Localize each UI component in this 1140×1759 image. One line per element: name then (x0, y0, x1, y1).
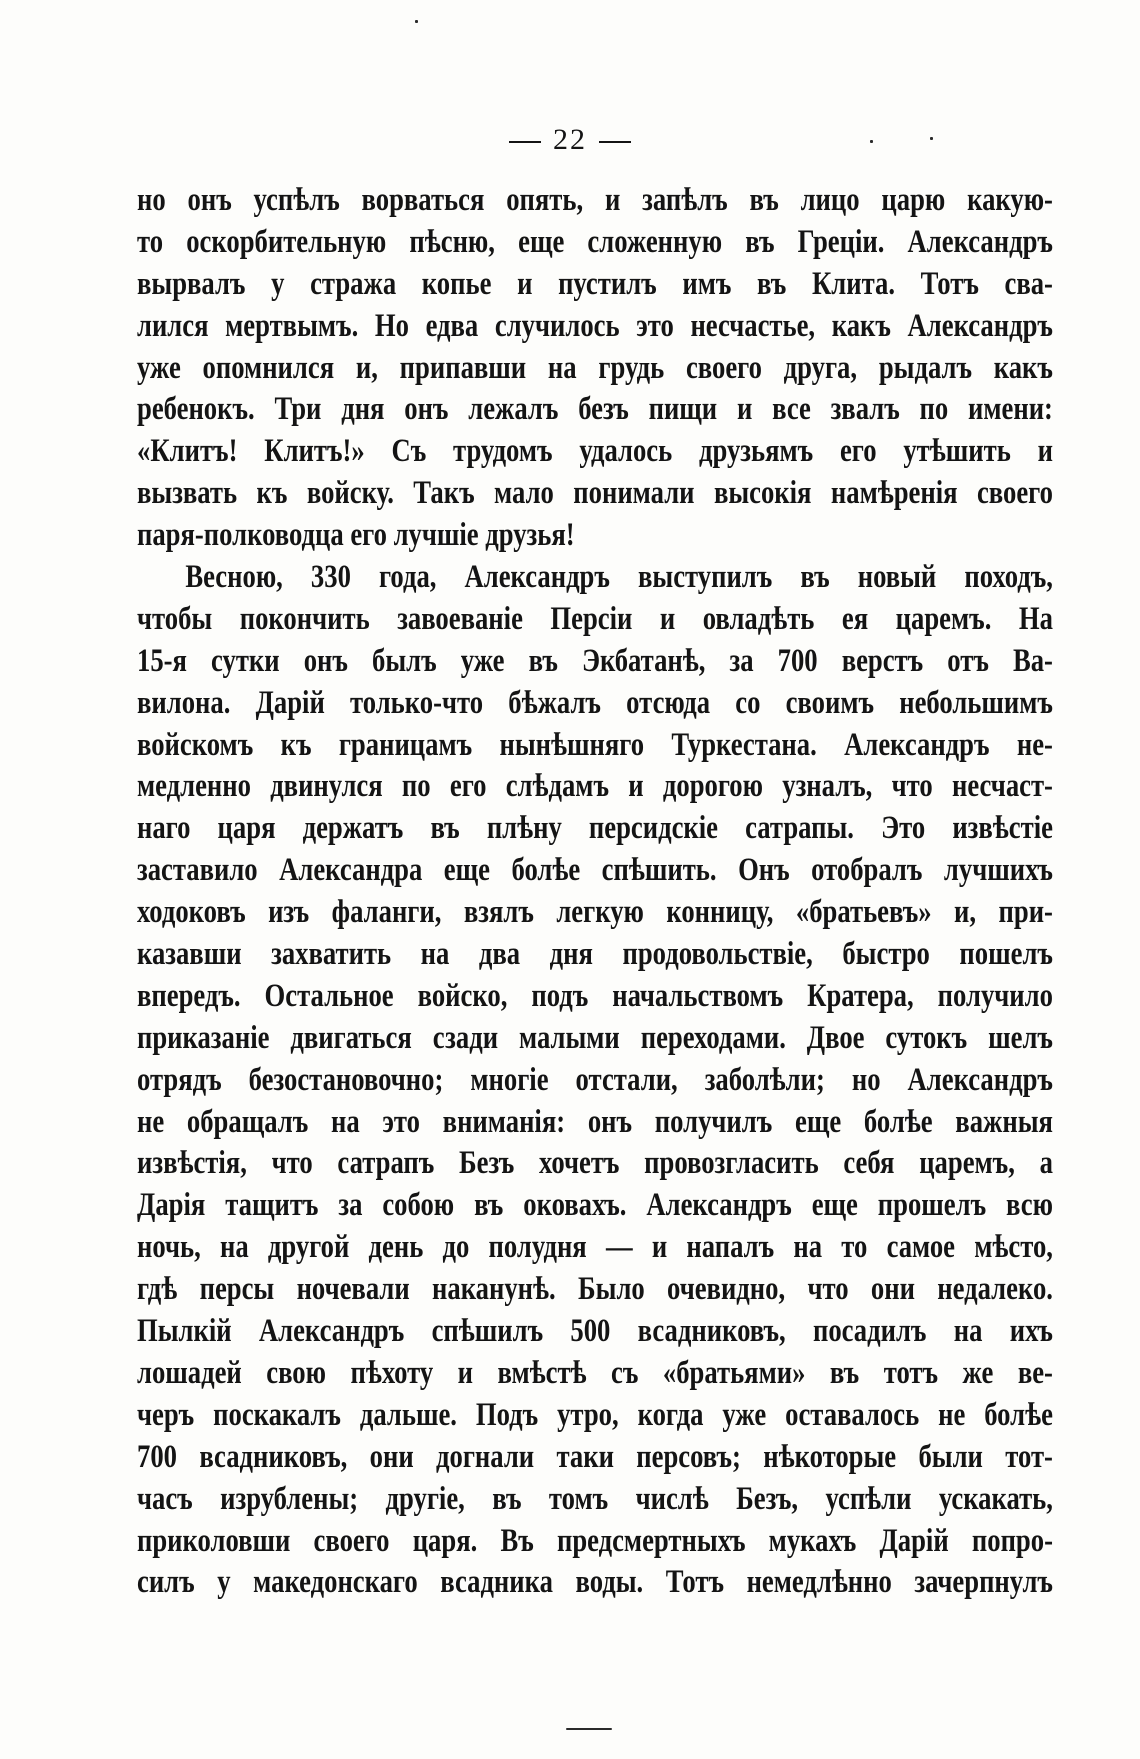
text-line: Пылкій Александръ спѣшилъ 500 всадниковъ, посадилъ на ихъ (137, 1313, 1053, 1350)
text-line: ходоковъ изъ фаланги, взялъ легкую конницу, «братьевъ» и, при- (137, 894, 1053, 931)
text-line: черъ поскакалъ дальше. Подъ утро, когда уже оставалось не болѣе (137, 1396, 1053, 1433)
text-line: вызвать къ войску. Такъ мало понимали высокія намѣренія своего (137, 475, 1053, 512)
page-number-dash-left (509, 141, 541, 143)
text-line: ребенокъ. Три дня онъ лежалъ безъ пищи и все звалъ по имени: (137, 391, 1053, 428)
text-line: Дарія тащитъ за собою въ оковахъ. Александръ еще прошелъ всю (137, 1187, 1053, 1224)
text-line: 700 всадниковъ, они догнали таки персовъ; нѣкоторые были тот- (137, 1438, 1053, 1475)
text-line: то оскорбительную пѣсню, еще сложенную въ Греціи. Александръ (137, 223, 1053, 260)
text-line: не обращалъ на это вниманія: онъ получилъ еще болѣе важныя (137, 1103, 1053, 1140)
page-number-dash-right (599, 141, 631, 143)
text-line: заставило Александра еще болѣе спѣшить. Онъ отобралъ лучшихъ (137, 852, 1053, 889)
text-line: отрядъ безостановочно; многіе отстали, заболѣли; но Александръ (137, 1061, 1053, 1098)
text-line: извѣстія, что сатрапъ Безъ хочетъ провозгласить себя царемъ, а (137, 1145, 1053, 1182)
text-line: гдѣ персы ночевали наканунѣ. Было очевидно, что они недалеко. (137, 1271, 1053, 1308)
body-text (137, 180, 1053, 1604)
text-line: впередъ. Остальное войско, подъ начальствомъ Кратера, получило (137, 977, 1053, 1014)
text-line: приказаніе двигаться сзади малыми переходами. Двое сутокъ шелъ (137, 1019, 1053, 1056)
text-line: наго царя держатъ въ плѣну персидскіе сатрапы. Это извѣстіе (137, 810, 1053, 847)
text-line: лился мертвымъ. Но едва случилось это несчастье, какъ Александръ (137, 307, 1053, 344)
text-line: вырвалъ у стража копье и пустилъ имъ въ Клита. Тотъ сва- (137, 265, 1053, 302)
text-line: приколовши своего царя. Въ предсмертныхъ мукахъ Дарій попро- (137, 1522, 1053, 1559)
text-line: казавши захватить на два дня продовольствіе, быстро пошелъ (137, 936, 1053, 973)
text-line: паря-полководца его лучшіе друзья! (137, 517, 575, 554)
text-line: часъ изрублены; другіе, въ томъ числѣ Безъ, успѣли ускакать, (137, 1480, 1053, 1517)
text-line: лошадей свою пѣхоту и вмѣстѣ съ «братьями» въ тотъ же ве- (137, 1354, 1053, 1391)
text-line: уже опомнился и, припавши на грудь своего друга, рыдалъ какъ (137, 349, 1053, 386)
text-line: «Клитъ! Клитъ!» Съ трудомъ удалось друзьямъ его утѣшить и (137, 433, 1053, 470)
text-line: ночь, на другой день до полудня — и напалъ на то самое мѣсто, (137, 1229, 1053, 1266)
paragraph-first-line: Весною, 330 года, Александръ выступилъ въ новый походъ, (185, 559, 1053, 596)
text-line: силъ у македонскаго всадника воды. Тотъ немедлѣнно зачерпнулъ (137, 1564, 1053, 1601)
text-line: но онъ успѣлъ ворваться опять, и запѣлъ въ лицо царю какую- (137, 182, 1053, 218)
text-line: войскомъ къ границамъ нынѣшняго Туркестана. Александръ не- (137, 726, 1053, 763)
scan-mark-bottom (566, 1728, 612, 1730)
text-line: медленно двинулся по его слѣдамъ и дорогою узналъ, что несчаст- (137, 768, 1053, 805)
text-line: 15-я сутки онъ былъ уже въ Экбатанѣ, за 700 верстъ отъ Ва- (137, 642, 1053, 679)
page-number (0, 120, 1140, 160)
scan-speck (415, 20, 418, 23)
text-line: вилона. Дарій только-что бѣжалъ отсюда со своимъ небольшимъ (137, 684, 1053, 721)
text-line: чтобы покончить завоеваніе Персіи и овладѣть ея царемъ. На (137, 600, 1053, 637)
page-number-value: 22 (553, 123, 587, 156)
